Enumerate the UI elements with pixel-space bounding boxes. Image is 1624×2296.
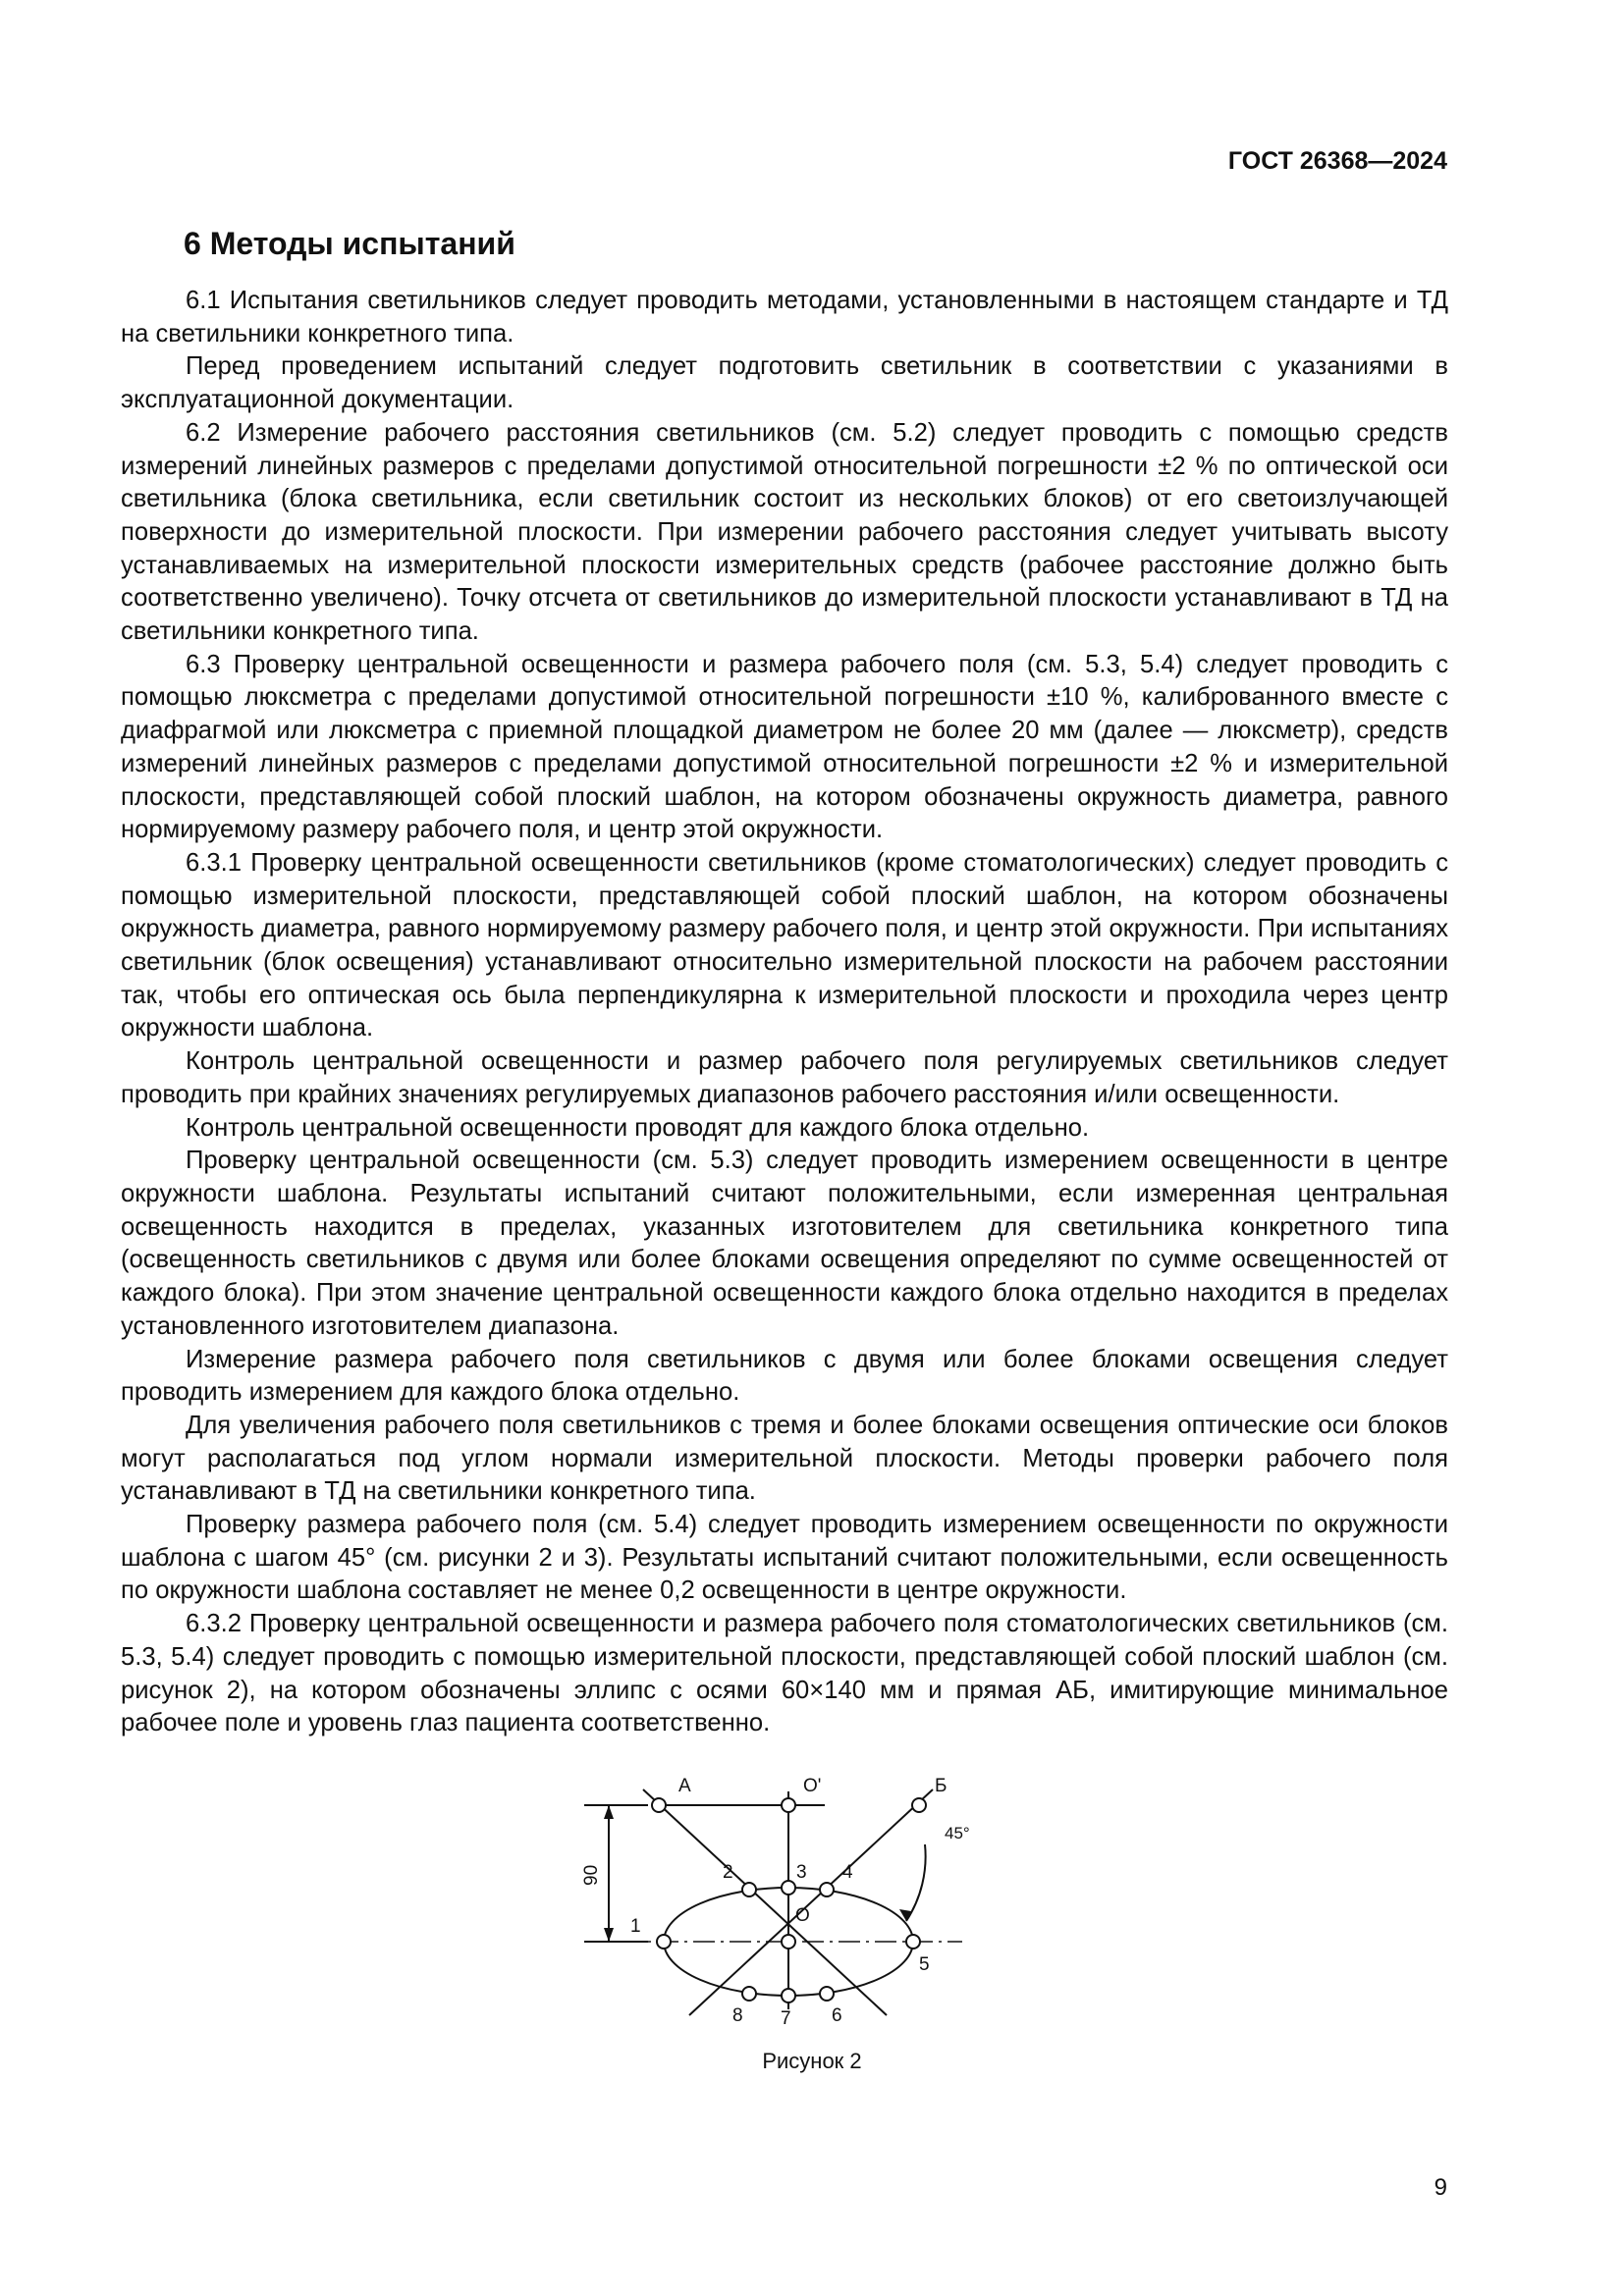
paragraph: Контроль центральной освещенности и размер рабочего поля регулируемых светильников следует проводить при крайних значениях регулируемых диапазонов рабочего расстояния и/или освещенности. — [121, 1047, 1448, 1108]
point-o-marker — [782, 1935, 795, 1949]
paragraph: 6.3.1 Проверку центральной освещенности светильников (кроме стоматологических) следует проводить с помощью измерительной плоскости, представляющей собой плоский шаблон, на котором обозначены окружность диаметра, равного нормируемому размеру рабочего поля, и центр этой окружности. При испытаниях светильник (блок освещения) устанавливают относительно измерительной плоскости на рабочем расстоянии так, чтобы его оптическая ось была перпендикулярна к измерительной плоскости и проходила через центр окружности шаблона. — [121, 848, 1448, 1042]
label-point-2: 2 — [723, 1862, 733, 1883]
label-dimension: 90 — [581, 1864, 602, 1886]
point-1-marker — [657, 1935, 671, 1949]
label-point-1: 1 — [630, 1916, 641, 1937]
page-number: 9 — [1434, 2174, 1447, 2201]
point-6-marker — [820, 1987, 834, 2001]
paragraph: Перед проведением испытаний следует подготовить светильник в соответствии с указаниями в эксплуатационной документации. — [121, 352, 1448, 414]
label-o-prime: О' — [803, 1776, 822, 1796]
paragraph: Измерение размера рабочего поля светильников с двумя или более блоками освещения следует проводить измерением для каждого блока отдельно. — [121, 1345, 1448, 1407]
dimension-arrow-bottom — [604, 1928, 614, 1942]
figure-caption: Рисунок 2 — [762, 2049, 862, 2073]
label-point-5: 5 — [919, 1954, 930, 1975]
label-a: А — [678, 1776, 691, 1796]
label-point-6: 6 — [832, 2005, 842, 2026]
point-a-marker — [652, 1798, 666, 1812]
angle-arc — [906, 1844, 926, 1921]
paragraph: 6.3 Проверку центральной освещенности и размера рабочего поля (см. 5.3, 5.4) следует проводить с помощью люксметра с пределами допустимой относительной погрешности ±10 %, калиброванного вместе с диафрагмой или люксметра с приемной площадкой диаметром не более 20 мм (далее — люксметр), средств измерений линейных размеров с пределами допустимой относительной погрешности ±2 % и измерительной плоскости, представляющей собой плоский шаблон, на котором обозначены окружность диаметра, равного нормируемому размеру рабочего поля, и центр этой окружности. — [121, 650, 1448, 844]
label-b: Б — [935, 1776, 947, 1796]
point-o-prime-marker — [782, 1798, 795, 1812]
paragraph: 6.1 Испытания светильников следует проводить методами, установленными в настоящем стандарте и ТД на светильники конкретного типа. — [121, 287, 1448, 347]
section-title: 6 Методы испытаний — [184, 226, 515, 261]
paragraph: Для увеличения рабочего поля светильников с тремя и более блоками освещения оптические оси блоков могут располагаться под углом нормали измерительной плоскости. Методы проверки рабочего поля устанавливают в ТД на светильники конкретного типа. — [121, 1411, 1448, 1506]
label-point-3: 3 — [796, 1862, 807, 1883]
point-3-marker — [782, 1881, 795, 1895]
point-4-marker — [820, 1883, 834, 1896]
point-7-marker — [782, 1989, 795, 2002]
diagonal-line-b — [689, 1789, 933, 2015]
paragraph: Проверку размера рабочего поля (см. 5.4) следует проводить измерением освещенности по окружности шаблона с шагом 45° (см. рисунки 2 и 3). Результаты испытаний считают положительными, если освещенность по окружности шаблона составляет не менее 0,2 освещенности в центре окружности. — [121, 1511, 1448, 1605]
document-header: ГОСТ 26368—2024 — [1227, 147, 1447, 175]
label-center: О — [795, 1905, 810, 1926]
paragraph: 6.3.2 Проверку центральной освещенности и размера рабочего поля стоматологических светильников (см. 5.3, 5.4) следует проводить с помощью измерительной плоскости, представляющей собой плоский шаблон (см. рисунок 2), на котором обозначены эллипс с осями 60×140 мм и прямая АБ, имитирующие минимальное рабочее поле и уровень глаз пациента соответственно. — [121, 1610, 1448, 1737]
label-point-8: 8 — [732, 2005, 743, 2026]
paragraph: Контроль центральной освещенности проводят для каждого блока отдельно. — [186, 1113, 1090, 1142]
diagonal-line-a — [643, 1789, 887, 2015]
label-angle: 45° — [945, 1824, 970, 1842]
label-point-4: 4 — [842, 1862, 853, 1883]
body-text — [121, 285, 1448, 1740]
paragraph: 6.2 Измерение рабочего расстояния светильников (см. 5.2) следует проводить с помощью средств измерений линейных размеров с пределами допустимой относительной погрешности ±2 % по оптической оси светильника (блока светильника, если светильник состоит из нескольких блоков) от его светоизлучающей поверхности до измерительной плоскости. При измерении рабочего расстояния следует учитывать высоту устанавливаемых на измерительной плоскости измерительных средств (рабочее расстояние должно быть соответственно увеличено). Точку отсчета от светильников до измерительной плоскости устанавливают в ТД на светильники конкретного типа. — [121, 418, 1448, 646]
label-point-7: 7 — [781, 2008, 791, 2029]
figure-2 — [569, 1752, 982, 2029]
point-5-marker — [906, 1935, 920, 1949]
point-b-marker — [912, 1798, 926, 1812]
dimension-arrow-top — [604, 1805, 614, 1819]
point-2-marker — [742, 1883, 756, 1896]
ellipse-template-diagram — [569, 1752, 982, 2029]
paragraph: Проверку центральной освещенности (см. 5.3) следует проводить измерением освещенности в центре окружности шаблона. Результаты испытаний считают положительными, если измеренная центральная освещенность находится в пределах, указанных изготовителем для светильника конкретного типа (освещенность светильников с двумя или более блоками освещения определяют по сумме освещенностей от каждого блока). При этом значение центральной освещенности каждого блока отдельно находится в пределах установленного изготовителем диапазона. — [121, 1147, 1448, 1340]
point-8-marker — [742, 1987, 756, 2001]
